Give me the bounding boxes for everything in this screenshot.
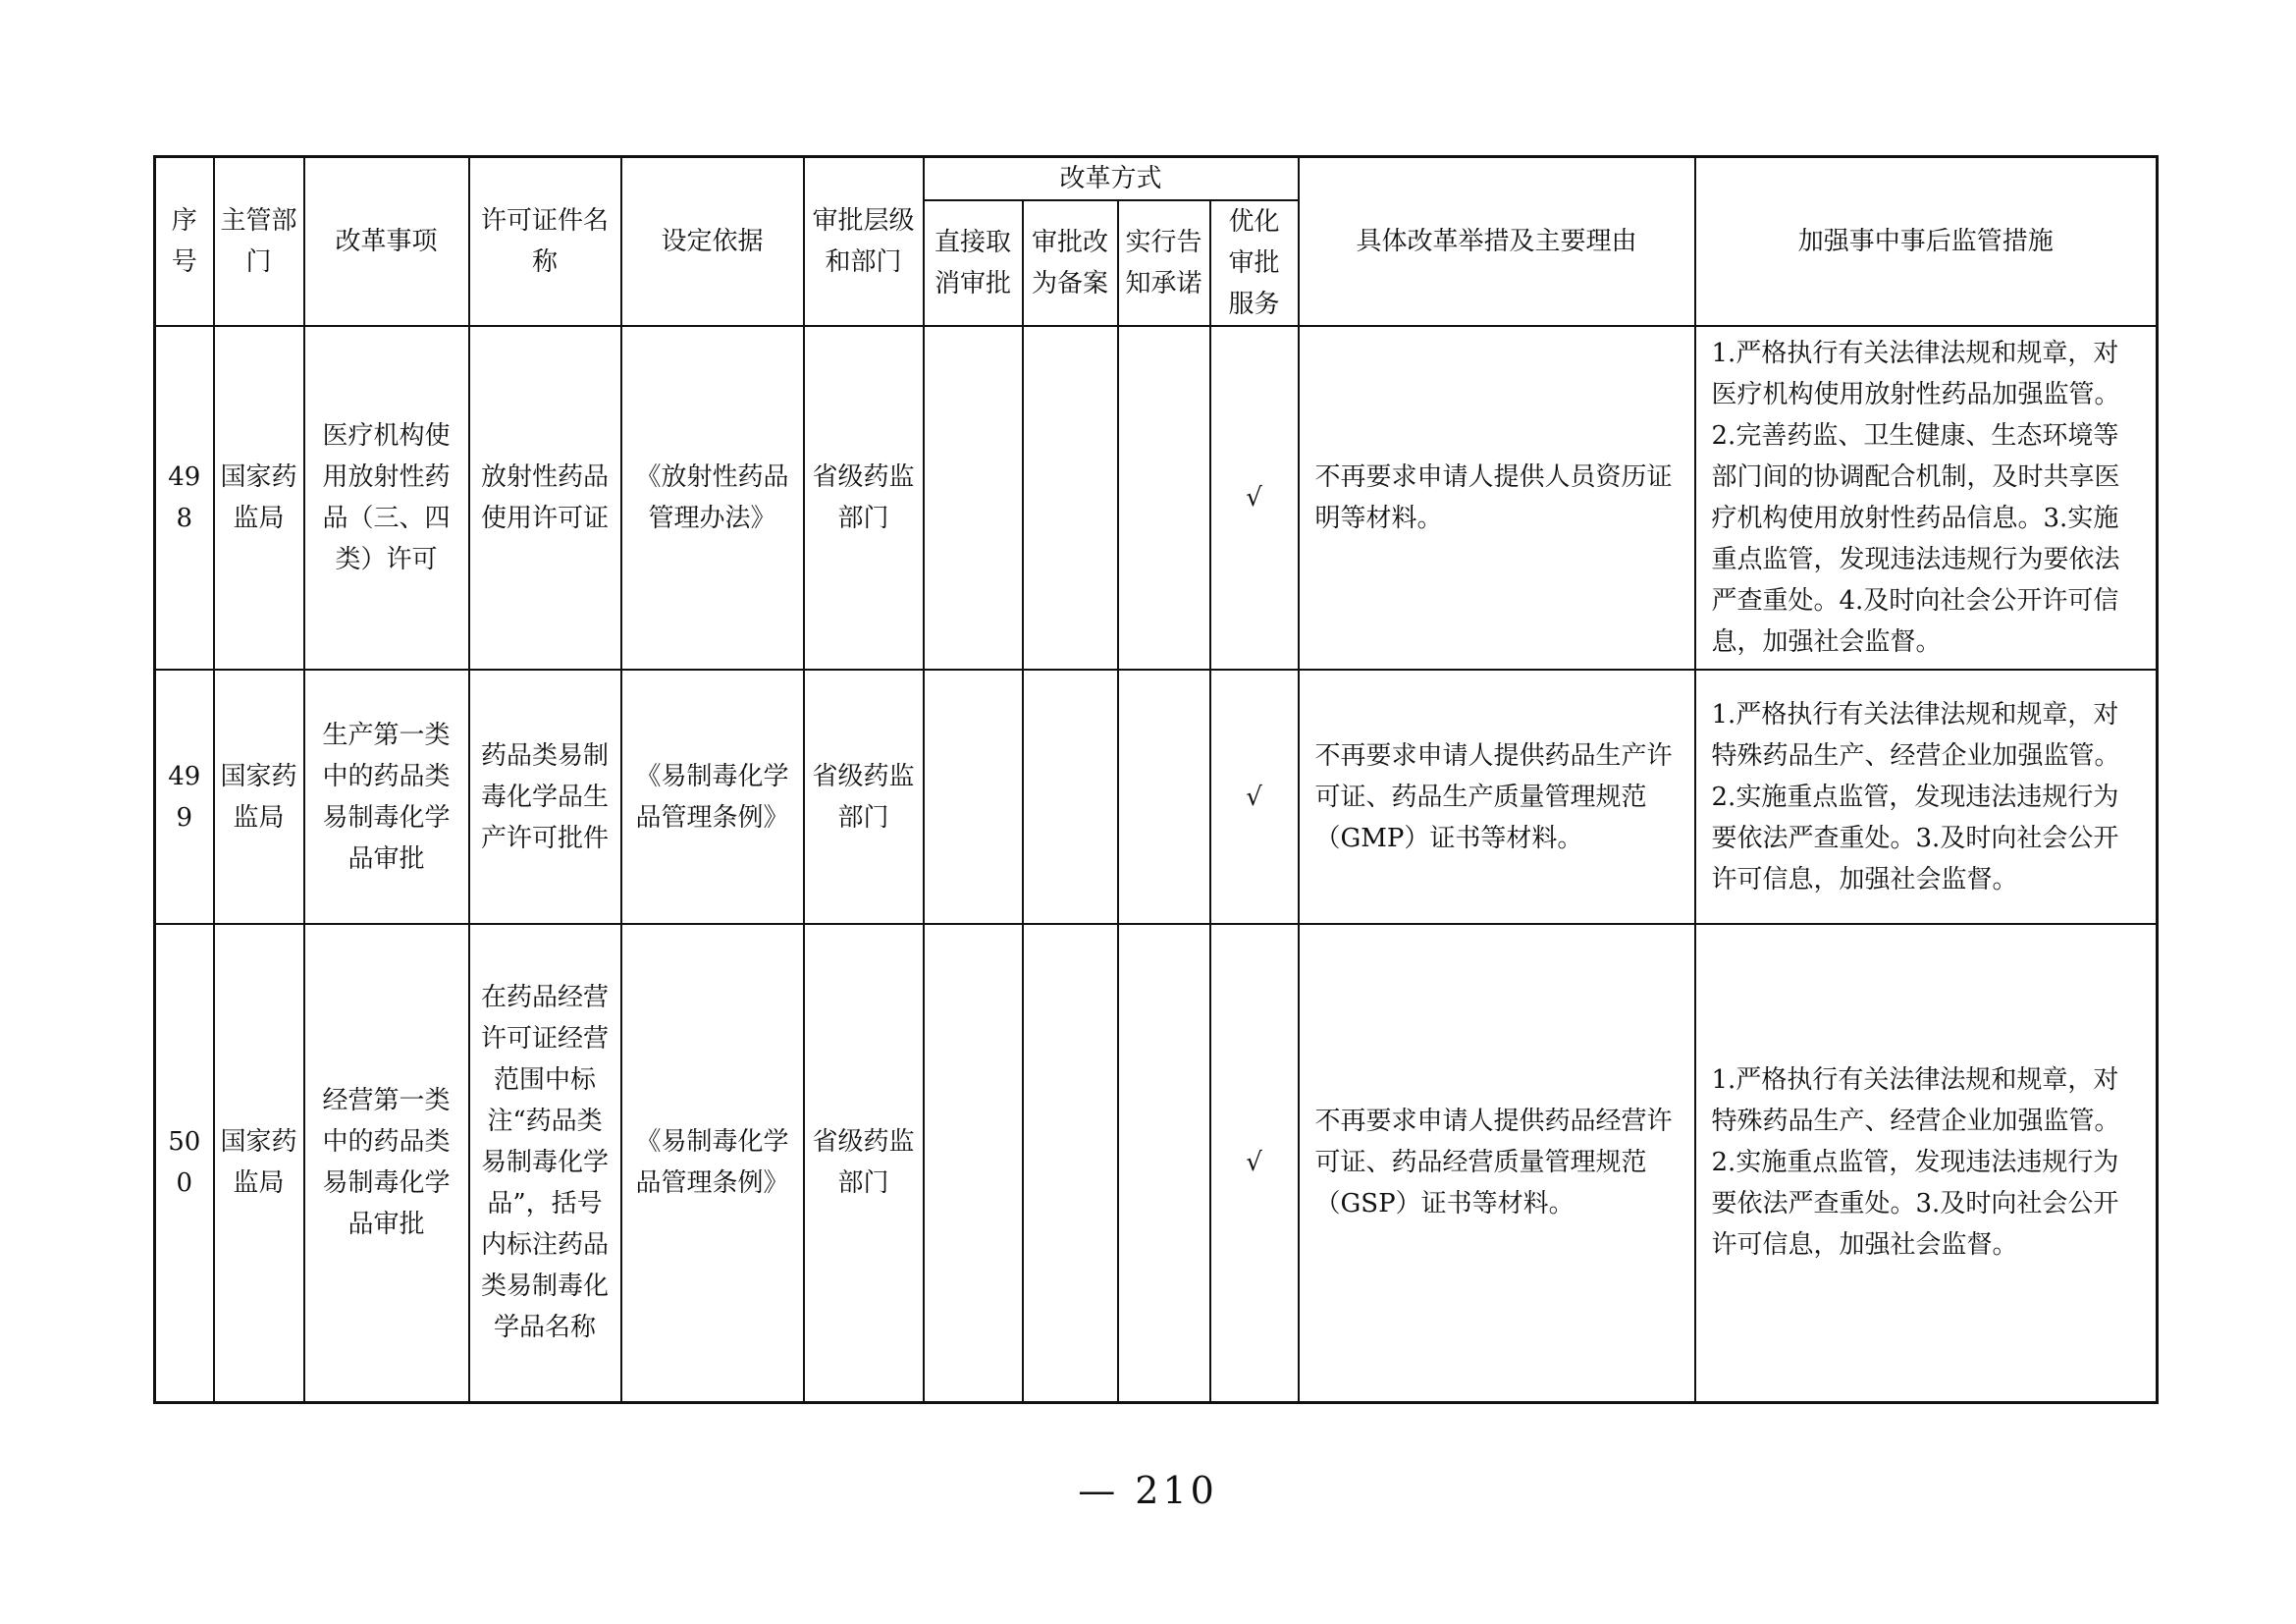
table-row (155, 326, 2158, 670)
cell-basis: 《易制毒化学品管理条例》 (621, 670, 804, 924)
header-reform-item: 改革事项 (304, 157, 469, 327)
check-mark: √ (1210, 670, 1299, 924)
header-measures: 具体改革举措及主要理由 (1299, 157, 1695, 327)
cell-method-cancel (924, 924, 1023, 1402)
header-basis: 设定依据 (621, 157, 804, 327)
cell-method-notify (1118, 670, 1210, 924)
cell-reform-item: 生产第一类中的药品类易制毒化学品审批 (304, 670, 469, 924)
cell-method-cancel (924, 670, 1023, 924)
check-mark: √ (1210, 924, 1299, 1402)
header-method-notify: 实行告知承诺 (1118, 200, 1210, 326)
cell-license-name: 药品类易制毒化学品生产许可批件 (469, 670, 621, 924)
cell-supervision: 1.严格执行有关法律法规和规章，对特殊药品生产、经营企业加强监管。2.实施重点监管，发现违法违规行为要依法严查重处。3.及时向社会公开许可信息，加强社会监督。 (1695, 924, 2158, 1402)
cell-method-record (1023, 326, 1118, 670)
header-method-record: 审批改为备案 (1023, 200, 1118, 326)
cell-license-name: 在药品经营许可证经营范围中标注“药品类易制毒化学品”，括号内标注药品类易制毒化学品名称 (469, 924, 621, 1402)
cell-approval-level: 省级药监部门 (804, 670, 924, 924)
page-number: — 210 (1078, 1469, 1218, 1512)
cell-seq: 498 (155, 326, 214, 670)
check-mark: √ (1210, 326, 1299, 670)
cell-seq: 500 (155, 924, 214, 1402)
cell-method-notify (1118, 924, 1210, 1402)
header-reform-method: 改革方式 (924, 157, 1299, 201)
cell-approval-level: 省级药监部门 (804, 326, 924, 670)
header-method-optimize: 优化审批服务 (1210, 200, 1299, 326)
cell-method-record (1023, 924, 1118, 1402)
table-row (155, 924, 2158, 1402)
cell-basis: 《放射性药品管理办法》 (621, 326, 804, 670)
table-row (155, 670, 2158, 924)
cell-method-record (1023, 670, 1118, 924)
cell-approval-level: 省级药监部门 (804, 924, 924, 1402)
cell-measures: 不再要求申请人提供药品经营许可证、药品经营质量管理规范（GSP）证书等材料。 (1299, 924, 1695, 1402)
cell-seq: 499 (155, 670, 214, 924)
header-license-name: 许可证件名称 (469, 157, 621, 327)
cell-method-notify (1118, 326, 1210, 670)
header-method-cancel: 直接取消审批 (924, 200, 1023, 326)
cell-supervision: 1.严格执行有关法律法规和规章，对医疗机构使用放射性药品加强监管。2.完善药监、卫生健康、生态环境等部门间的协调配合机制，及时共享医疗机构使用放射性药品信息。3.实施重点监管，发现违法违规行为要依法严查重处。4.及时向社会公开许可信息，加强社会监督。 (1695, 326, 2158, 670)
cell-department: 国家药监局 (214, 326, 304, 670)
cell-license-name: 放射性药品使用许可证 (469, 326, 621, 670)
reform-table (153, 155, 2159, 1404)
header-seq: 序号 (155, 157, 214, 327)
cell-reform-item: 医疗机构使用放射性药品（三、四类）许可 (304, 326, 469, 670)
cell-department: 国家药监局 (214, 924, 304, 1402)
cell-measures: 不再要求申请人提供人员资历证明等材料。 (1299, 326, 1695, 670)
cell-method-cancel (924, 326, 1023, 670)
cell-basis: 《易制毒化学品管理条例》 (621, 924, 804, 1402)
cell-reform-item: 经营第一类中的药品类易制毒化学品审批 (304, 924, 469, 1402)
header-department: 主管部门 (214, 157, 304, 327)
header-approval-level: 审批层级和部门 (804, 157, 924, 327)
cell-department: 国家药监局 (214, 670, 304, 924)
cell-supervision: 1.严格执行有关法律法规和规章，对特殊药品生产、经营企业加强监管。2.实施重点监管，发现违法违规行为要依法严查重处。3.及时向社会公开许可信息，加强社会监督。 (1695, 670, 2158, 924)
cell-measures: 不再要求申请人提供药品生产许可证、药品生产质量管理规范（GMP）证书等材料。 (1299, 670, 1695, 924)
header-supervision: 加强事中事后监管措施 (1695, 157, 2158, 327)
reform-table-container (153, 155, 2159, 1404)
